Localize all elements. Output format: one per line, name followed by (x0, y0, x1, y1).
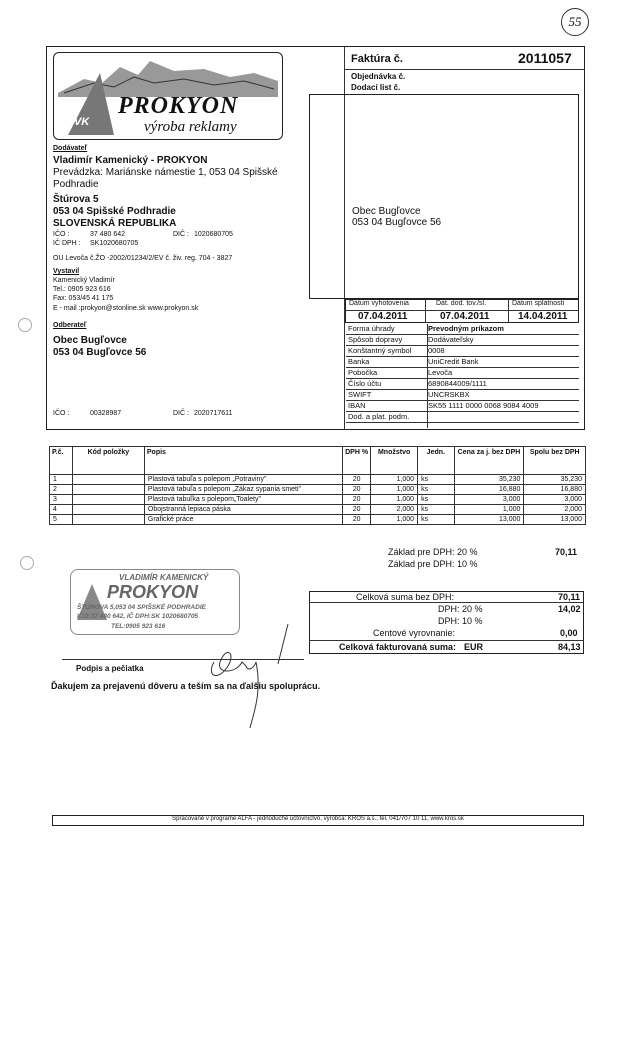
payment-row (346, 390, 579, 401)
table-row (50, 475, 586, 485)
payment-value (426, 412, 579, 423)
due-date: 14.04.2011 (518, 311, 568, 322)
supplier-ico-label: IČO : (53, 231, 70, 238)
vat10-label: DPH: 10 % (438, 616, 483, 626)
item-pc: 4 (50, 505, 73, 515)
table-row (50, 485, 586, 495)
footer-text: Spracované v programe ALFA - jednoduché účtovníctvo, výrobca: KROS a.s., tel. 041/707 10 11, www.kros.sk (172, 816, 464, 822)
logo-tagline: výroba reklamy (144, 119, 237, 135)
tax-date: 07.04.2011 (440, 311, 490, 322)
vat20-value: 14,02 (558, 604, 581, 614)
base-10-label: Základ pre DPH: 10 % (388, 559, 478, 569)
stamp-line3: ŠTÚROVA 5,053 04 SPIŠSKÉ PODHRADIE (77, 604, 206, 611)
item-pc: 2 (50, 485, 73, 495)
item-price: 35,230 (454, 475, 524, 485)
item-desc: Obojstranná lepiaca páska (144, 505, 342, 515)
supplier-city: 053 04 Spišské Podhradie (53, 206, 176, 217)
item-vat: 20 (343, 515, 371, 525)
supplier-branch2: Podhradie (53, 179, 99, 190)
payment-table (346, 324, 579, 423)
item-unit: ks (418, 495, 454, 505)
item-desc: Plastová tabuľka s polepom„Toalety" (144, 495, 342, 505)
supplier-street: Štúrova 5 (53, 194, 99, 205)
col-pc: P.č. (50, 447, 73, 475)
item-total: 3,000 (524, 495, 586, 505)
payment-label: Forma úhrady (346, 324, 426, 335)
supplier-registry: OU Levoča č.ŽO -2002/01234/2/EV č. živ. reg. 704 - 3827 (53, 255, 233, 262)
payment-label: SWIFT (346, 390, 426, 401)
payment-value: Dodávateľsky (426, 335, 579, 346)
item-code (72, 495, 144, 505)
invoice-label: Faktúra č. (351, 53, 403, 65)
col-qty: Množstvo (371, 447, 418, 475)
table-row (50, 495, 586, 505)
issue-date-label: Dátum vyhotovenia (349, 300, 409, 307)
order-label: Objednávka č. (351, 72, 406, 81)
address-line1: Obec Bugľovce (352, 206, 421, 217)
customer-heading: Odberateľ (53, 322, 87, 329)
address-line2: 053 04 Bugľovce 56 (352, 217, 442, 228)
payment-value: UniCredit Bank (426, 357, 579, 368)
base-20-value: 70,11 (555, 547, 578, 557)
col-vat: DPH % (343, 447, 371, 475)
customer-ico: 00328987 (90, 410, 122, 417)
payment-row (346, 412, 579, 423)
col-unit: Jedn. (418, 447, 454, 475)
payment-row (346, 357, 579, 368)
issuer-email: E - mail :prokyon@stonline.sk www.prokyon.sk (53, 305, 199, 312)
stamp-line4: IČO:37 480 642, IČ DPH:SK 1020680705 (77, 613, 199, 620)
customer-city: 053 04 Bugľovce 56 (53, 347, 147, 358)
payment-value: 0008 (426, 346, 579, 357)
payment-value: UNCRSKBX (426, 390, 579, 401)
item-pc: 3 (50, 495, 73, 505)
item-total: 13,000 (524, 515, 586, 525)
supplier-country: SLOVENSKÁ REPUBLIKA (53, 218, 177, 229)
item-unit: ks (418, 515, 454, 525)
payment-label: IBAN (346, 401, 426, 412)
thanks-text: Ďakujem za prejavenú dôveru a teším sa na ďalšiu spoluprácu. (51, 681, 321, 691)
base-20-label: Základ pre DPH: 20 % (388, 547, 478, 557)
page-number: 55 (561, 8, 589, 36)
item-vat: 20 (343, 495, 371, 505)
item-code (72, 485, 144, 495)
payment-label: Konštantný symbol (346, 346, 426, 357)
punch-hole (20, 556, 34, 570)
item-qty: 1,000 (371, 475, 418, 485)
item-price: 13,000 (454, 515, 524, 525)
item-code (72, 475, 144, 485)
payment-label: Banka (346, 357, 426, 368)
payment-row (346, 346, 579, 357)
item-vat: 20 (343, 485, 371, 495)
item-unit: ks (418, 505, 454, 515)
supplier-dic-label: DIČ : (173, 231, 189, 238)
customer-name: Obec Bugľovce (53, 335, 127, 346)
total-net-value: 70,11 (558, 592, 581, 602)
supplier-branch: Prevádzka: Mariánske námestie 1, 053 04 Spišské (53, 167, 278, 178)
due-date-label: Dátum splatnosti (512, 300, 565, 307)
item-price: 16,880 (454, 485, 524, 495)
stamp-line5: TEL:0905 923 616 (111, 623, 166, 630)
item-price: 1,000 (454, 505, 524, 515)
signature-label: Podpis a pečiatka (76, 664, 144, 673)
item-desc: Plastová tabuľa s polepom „Zákaz sypania smeti" (144, 485, 342, 495)
grand-total-label: Celková fakturovaná suma: (339, 642, 457, 652)
col-price: Cena za j. bez DPH (454, 447, 524, 475)
item-qty: 2,000 (371, 505, 418, 515)
logo (53, 52, 283, 140)
issue-date: 07.04.2011 (358, 311, 408, 322)
payment-row (346, 401, 579, 412)
payment-row (346, 324, 579, 335)
table-row (50, 515, 586, 525)
customer-dic-label: DIČ : (173, 410, 189, 417)
supplier-dic: 1020680705 (194, 231, 233, 238)
issuer-name: Kamenický Vladimír (53, 277, 115, 284)
payment-value: 6890844009/1111 (426, 379, 579, 390)
item-unit: ks (418, 485, 454, 495)
issuer-tel: Tel.: 0905 923 616 (53, 286, 111, 293)
punch-hole (18, 318, 32, 332)
vat20-label: DPH: 20 % (438, 604, 483, 614)
signature (196, 622, 316, 732)
item-qty: 1,000 (371, 515, 418, 525)
item-vat: 20 (343, 505, 371, 515)
customer-dic: 2020717611 (194, 410, 233, 417)
item-code (72, 515, 144, 525)
customer-ico-label: IČO : (53, 410, 70, 417)
supplier-icdph-label: IČ DPH : (53, 240, 81, 247)
item-desc: Plastová tabuľa s polepom „Potraviny" (144, 475, 342, 485)
item-qty: 1,000 (371, 495, 418, 505)
payment-value: Prevodným príkazom (426, 324, 579, 335)
item-pc: 5 (50, 515, 73, 525)
supplier-ico: 37 480 642 (90, 231, 126, 238)
col-code: Kód položky (72, 447, 144, 475)
payment-value: SK55 1111 0000 0068 9084 4009 (426, 401, 579, 412)
supplier-name: Vladimír Kamenický - PROKYON (53, 155, 208, 166)
stamp-line1: VLADIMÍR KAMENICKÝ (119, 573, 209, 582)
rounding-value: 0,00 (560, 628, 578, 638)
logo-brand: PROKYON (118, 93, 239, 119)
payment-label: Dod. a plat. podm. (346, 412, 426, 423)
tax-date-label: Dát. dod. tov./sl. (436, 300, 487, 307)
stamp-brand: PROKYON (107, 582, 199, 602)
payment-row (346, 368, 579, 379)
table-row (50, 505, 586, 515)
total-net-label: Celková suma bez DPH: (356, 592, 455, 602)
item-code (72, 505, 144, 515)
grand-total-value: 84,13 (558, 642, 581, 652)
rounding-label: Centové vyrovnanie: (373, 628, 456, 638)
col-desc: Popis (144, 447, 342, 475)
issuer-fax: Fax: 053/45 41 175 (53, 295, 114, 302)
item-total: 2,000 (524, 505, 586, 515)
payment-label: Pobočka (346, 368, 426, 379)
svg-text:VK: VK (74, 116, 90, 128)
supplier-heading: Dodávateľ (53, 145, 88, 152)
supplier-icdph: SK1020680705 (90, 240, 139, 247)
col-total: Spolu bez DPH (524, 447, 586, 475)
item-desc: Grafické práce (144, 515, 342, 525)
delivery-label: Dodací list č. (351, 83, 401, 92)
payment-row (346, 379, 579, 390)
payment-label: Číslo účtu (346, 379, 426, 390)
item-pc: 1 (50, 475, 73, 485)
payment-label: Spôsob dopravy (346, 335, 426, 346)
item-vat: 20 (343, 475, 371, 485)
item-total: 16,880 (524, 485, 586, 495)
item-unit: ks (418, 475, 454, 485)
item-price: 3,000 (454, 495, 524, 505)
item-total: 35,230 (524, 475, 586, 485)
invoice-number: 2011057 (518, 50, 572, 66)
payment-row (346, 335, 579, 346)
item-qty: 1,000 (371, 485, 418, 495)
items-table (49, 446, 586, 525)
address-window (309, 94, 579, 299)
payment-value: Levoča (426, 368, 579, 379)
currency: EUR (464, 642, 484, 652)
issuer-heading: Vystavil (53, 268, 80, 275)
